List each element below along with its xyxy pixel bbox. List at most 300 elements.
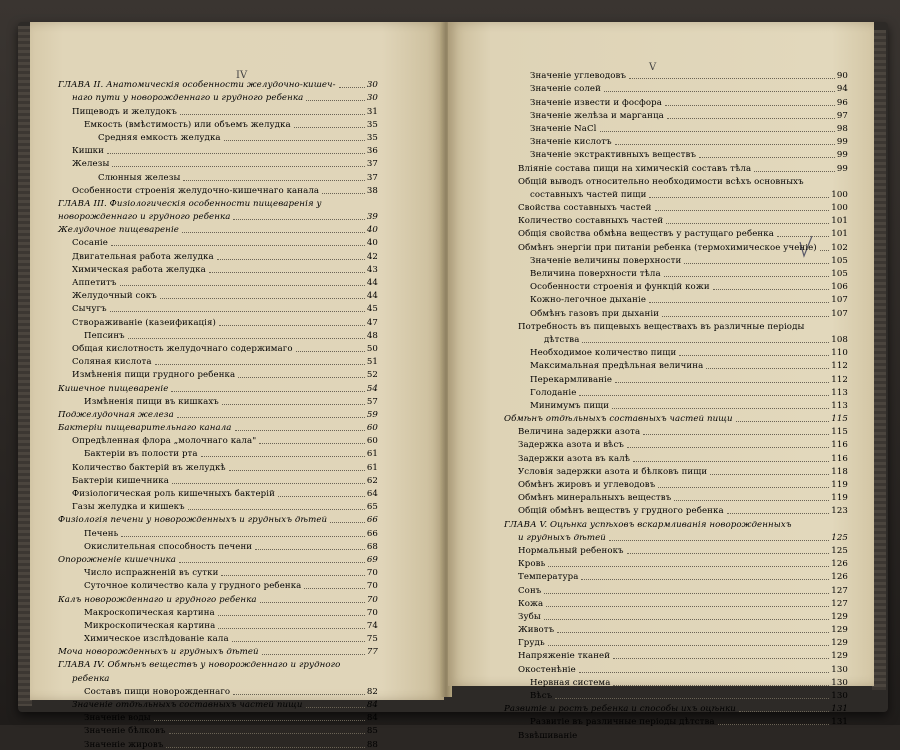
toc-entry bbox=[58, 512, 378, 525]
toc-entry bbox=[504, 622, 848, 635]
toc-entry-page: 112 bbox=[831, 361, 848, 372]
toc-entry-page: 129 bbox=[831, 625, 848, 636]
dot-leader bbox=[235, 422, 365, 431]
dot-leader bbox=[325, 199, 376, 207]
toc-entry bbox=[504, 543, 848, 556]
toc-entry-title: ребенка bbox=[72, 673, 110, 684]
dot-leader bbox=[557, 624, 829, 633]
toc-entry-page: 82 bbox=[366, 686, 378, 697]
toc-entry-title: Бактеріи въ полости рта bbox=[84, 449, 198, 460]
dot-leader bbox=[232, 633, 365, 642]
dot-leader bbox=[172, 475, 365, 484]
toc-entry bbox=[504, 253, 848, 266]
toc-entry bbox=[58, 380, 378, 393]
toc-entry bbox=[504, 675, 848, 688]
toc-entry bbox=[504, 345, 848, 358]
toc-entry-title: Кишечное пищевареніе bbox=[58, 383, 169, 394]
toc-entry-title: Суточное количество кала у грудного ребенка bbox=[84, 581, 302, 592]
toc-entry-title: Особенности строенія желудочно-кишечнаго канала bbox=[72, 185, 320, 196]
toc-entry bbox=[504, 596, 848, 609]
toc-entry-title: Аппетитъ bbox=[72, 278, 117, 288]
toc-entry bbox=[504, 582, 848, 595]
toc-entry-page: 130 bbox=[831, 691, 848, 701]
toc-entry-page: 116 bbox=[831, 453, 848, 464]
toc-entry bbox=[504, 424, 848, 437]
toc-entry bbox=[58, 578, 378, 591]
toc-entry-page: 30 bbox=[366, 80, 378, 91]
toc-entry bbox=[504, 174, 848, 187]
dot-leader bbox=[666, 215, 829, 224]
toc-entry-title: ГЛАВА II. Анатомическія особенности желудочно-кишеч- bbox=[58, 80, 336, 91]
dot-leader bbox=[679, 347, 829, 356]
toc-entry-title: Железы bbox=[72, 159, 110, 170]
toc-entry-page: 75 bbox=[366, 634, 378, 645]
toc-entry-page: 61 bbox=[366, 462, 378, 473]
toc-entry bbox=[504, 516, 848, 529]
dot-leader bbox=[684, 255, 829, 264]
toc-entry-title: Сычугъ bbox=[72, 304, 107, 315]
toc-entry-page: 131 bbox=[831, 704, 848, 715]
toc-entry bbox=[58, 341, 378, 354]
toc-entry bbox=[58, 77, 378, 90]
toc-entry-page: 65 bbox=[366, 502, 378, 513]
dot-leader bbox=[579, 387, 829, 396]
toc-entry-title: Зубы bbox=[518, 611, 541, 622]
toc-entry-page: 35 bbox=[366, 132, 378, 143]
toc-entry-title: Значеніе кислотъ bbox=[530, 137, 612, 148]
toc-entry-page: 44 bbox=[366, 291, 378, 302]
toc-entry-title: Кровь bbox=[518, 559, 546, 570]
toc-entry bbox=[58, 90, 378, 103]
toc-entry bbox=[58, 525, 378, 538]
toc-entry-page: 99 bbox=[836, 150, 848, 161]
toc-entry-title: Измѣненія пищи въ кишкахъ bbox=[84, 396, 219, 407]
toc-entry-title: Двигательная работа желудка bbox=[72, 251, 214, 262]
toc-entry-page: 51 bbox=[366, 357, 378, 368]
dot-leader bbox=[604, 83, 835, 92]
toc-entry-page: 45 bbox=[366, 304, 378, 315]
dot-leader bbox=[260, 594, 365, 603]
toc-entry-page: 38 bbox=[366, 185, 378, 196]
toc-entry-title: Кожа bbox=[518, 598, 544, 609]
toc-entry bbox=[504, 332, 848, 345]
toc-entry bbox=[58, 130, 378, 143]
dot-leader bbox=[718, 716, 830, 725]
toc-entry-title: Опорожненіе кишечника bbox=[58, 554, 176, 565]
toc-entry-title: Значеніе углеводовъ bbox=[530, 71, 627, 82]
dot-leader bbox=[544, 611, 829, 620]
toc-entry-page: 74 bbox=[366, 620, 378, 631]
toc-entry-title: Задержки азота въ калѣ bbox=[518, 453, 631, 464]
dot-leader bbox=[600, 123, 835, 132]
toc-entry bbox=[58, 697, 378, 710]
toc-entry-title: Нервная система bbox=[530, 677, 611, 688]
toc-entry-title: Значеніе желѣза и марганца bbox=[530, 110, 664, 121]
dot-leader bbox=[209, 264, 365, 273]
dot-leader bbox=[754, 163, 835, 172]
toc-entry-page: 123 bbox=[831, 506, 848, 517]
dot-leader bbox=[649, 189, 829, 198]
toc-entry-title: Бактеріи пищеварительнаго канала bbox=[58, 423, 232, 434]
toc-entry-page: 40 bbox=[366, 238, 378, 249]
toc-entry-title: Особенности строенія и функцій кожи bbox=[530, 282, 710, 293]
toc-entry bbox=[504, 477, 848, 490]
toc-entry-title: Кожно-легочное дыханіе bbox=[530, 295, 647, 306]
toc-entry-title: Величина задержки азота bbox=[518, 427, 641, 438]
toc-entry bbox=[58, 591, 378, 604]
toc-entry-title: Значеніе жировъ bbox=[84, 739, 164, 750]
right-page-edges bbox=[872, 30, 886, 690]
dot-leader bbox=[674, 492, 829, 501]
dot-leader bbox=[180, 106, 365, 115]
toc-entry-title: Микроскопическая картина bbox=[84, 620, 216, 631]
dot-leader bbox=[171, 383, 364, 392]
toc-entry-title: Калъ новорожденнаго и грудного ребенка bbox=[58, 594, 257, 605]
toc-entry bbox=[504, 319, 848, 332]
dot-leader bbox=[160, 290, 365, 299]
toc-entry bbox=[58, 156, 378, 169]
toc-entry-title: Значеніе величины поверхности bbox=[530, 255, 682, 266]
dot-leader bbox=[304, 580, 364, 589]
dot-leader bbox=[343, 660, 376, 668]
dot-leader bbox=[777, 228, 829, 237]
toc-entry-page: 102 bbox=[831, 242, 848, 253]
toc-entry bbox=[504, 147, 848, 160]
toc-entry bbox=[58, 565, 378, 578]
toc-entry-title: Количество составныхъ частей bbox=[518, 216, 664, 227]
toc-entry-title: Общая кислотность желудочнаго содержимаго bbox=[72, 343, 293, 354]
dot-leader bbox=[155, 356, 365, 365]
toc-entry-page: 50 bbox=[366, 343, 378, 354]
toc-entry-page: 101 bbox=[831, 229, 848, 240]
dot-leader bbox=[544, 585, 829, 594]
toc-entry bbox=[504, 648, 848, 661]
dot-leader bbox=[582, 334, 829, 343]
toc-entry-page: 112 bbox=[831, 374, 848, 385]
toc-entry-title: и грудныхъ дѣтей bbox=[518, 532, 606, 543]
toc-entry bbox=[58, 262, 378, 275]
toc-entry-page: 69 bbox=[366, 554, 378, 565]
dot-leader bbox=[110, 303, 365, 312]
toc-entry-page: 39 bbox=[366, 212, 378, 223]
toc-entry-title: ГЛАВА V. Оцѣнка успѣховъ вскармливанія новорожденныхъ bbox=[504, 519, 792, 530]
toc-entry bbox=[58, 670, 378, 683]
toc-entry bbox=[58, 222, 378, 235]
toc-entry-title: Голоданіе bbox=[530, 387, 577, 398]
toc-entry bbox=[504, 292, 848, 305]
dot-leader bbox=[546, 598, 829, 607]
toc-entry-title: Физіологическая роль кишечныхъ бактерій bbox=[72, 489, 275, 499]
dot-leader bbox=[739, 703, 829, 712]
toc-entry-page: 105 bbox=[831, 269, 848, 279]
toc-entry bbox=[58, 657, 378, 670]
toc-entry-title: Общій выводъ относительно необходимости всѣхъ основныхъ bbox=[518, 176, 804, 187]
toc-entry-title: Макроскопическая картина bbox=[84, 607, 215, 618]
dot-leader bbox=[120, 277, 365, 286]
toc-entry bbox=[504, 411, 848, 424]
toc-entry-title: Печень bbox=[84, 528, 119, 539]
dot-leader bbox=[177, 409, 365, 418]
toc-entry bbox=[504, 305, 848, 318]
dot-leader bbox=[322, 185, 365, 194]
dot-leader bbox=[201, 448, 365, 457]
toc-entry-title: Измѣненія пищи грудного ребенка bbox=[72, 370, 236, 381]
toc-entry bbox=[504, 385, 848, 398]
toc-entry-page: 60 bbox=[366, 423, 378, 434]
toc-entry bbox=[504, 569, 848, 582]
toc-entry bbox=[504, 490, 848, 503]
right-page-number: V bbox=[649, 62, 657, 73]
toc-entry bbox=[58, 473, 378, 486]
toc-entry-page: 130 bbox=[831, 664, 848, 675]
toc-entry-page: 31 bbox=[366, 106, 378, 117]
dot-leader bbox=[580, 731, 846, 739]
toc-entry-title: Необходимое количество пищи bbox=[530, 348, 677, 359]
dot-leader bbox=[166, 739, 364, 748]
toc-entry bbox=[58, 433, 378, 446]
dot-leader bbox=[154, 712, 365, 721]
toc-entry-title: Желудочный сокъ bbox=[72, 291, 157, 302]
dot-leader bbox=[613, 677, 829, 686]
toc-entry-page: 40 bbox=[366, 225, 378, 236]
toc-entry-page: 129 bbox=[831, 638, 848, 649]
toc-entry bbox=[58, 367, 378, 380]
toc-entry-title: Условія задержки азота и бѣлковъ пищи bbox=[518, 466, 708, 477]
toc-entry bbox=[504, 464, 848, 477]
dot-leader bbox=[664, 268, 830, 277]
toc-entry bbox=[58, 407, 378, 420]
toc-entry-title: Значеніе отдѣльныхъ составныхъ частей пищи bbox=[72, 700, 303, 710]
dot-leader bbox=[727, 505, 830, 514]
toc-entry-title: Желудочное пищевареніе bbox=[58, 225, 179, 236]
toc-entry-page: 84 bbox=[366, 700, 378, 710]
toc-entry bbox=[504, 635, 848, 648]
toc-entry-page: 66 bbox=[366, 515, 378, 526]
toc-entry-title: Обмѣнъ минеральныхъ веществъ bbox=[518, 493, 672, 504]
toc-entry-title: Вліяніе состава пищи на химическій составъ тѣла bbox=[518, 163, 752, 174]
toc-entry-page: 70 bbox=[366, 568, 378, 579]
toc-entry bbox=[504, 530, 848, 543]
dot-leader bbox=[217, 251, 365, 260]
toc-entry-page: 119 bbox=[831, 493, 848, 504]
dot-leader bbox=[615, 374, 829, 383]
toc-entry bbox=[504, 160, 848, 173]
toc-entry-page: 44 bbox=[366, 278, 378, 288]
dot-leader bbox=[169, 725, 365, 734]
toc-entry-title: Общія свойства обмѣна веществъ у растущаго ребенка bbox=[518, 229, 774, 240]
toc-entry bbox=[58, 301, 378, 314]
toc-entry-title: ГЛАВА IV. Обмѣнъ веществъ у новорожденнаго и грудного bbox=[58, 660, 341, 671]
toc-entry-title: Обмѣнъ жировъ и углеводовъ bbox=[518, 480, 656, 490]
toc-entry bbox=[58, 552, 378, 565]
toc-entry-title: Пищеводъ и желудокъ bbox=[72, 106, 177, 117]
toc-entry-title: Максимальная предѣльная величина bbox=[530, 361, 704, 372]
dot-leader bbox=[662, 308, 829, 317]
toc-entry-title: Минимумъ пищи bbox=[530, 400, 610, 411]
dot-leader bbox=[218, 620, 365, 629]
toc-entry-title: Вѣсъ bbox=[530, 691, 553, 701]
dot-leader bbox=[182, 224, 365, 233]
toc-entry bbox=[504, 358, 848, 371]
toc-entry-page: 88 bbox=[366, 739, 378, 750]
toc-entry-title: составныхъ частей пищи bbox=[530, 189, 647, 200]
toc-entry bbox=[58, 354, 378, 367]
toc-entry-title: Перекармливаніе bbox=[530, 374, 613, 385]
toc-entry-page: 66 bbox=[366, 528, 378, 539]
toc-entry-page: 108 bbox=[831, 334, 848, 345]
toc-entry bbox=[58, 446, 378, 459]
dot-leader bbox=[121, 528, 365, 537]
toc-entry bbox=[504, 94, 848, 107]
toc-entry-page: 126 bbox=[831, 559, 848, 570]
toc-entry-title: новорожденнаго и грудного ребенка bbox=[58, 212, 231, 223]
dot-leader bbox=[699, 149, 835, 158]
dot-leader bbox=[658, 479, 829, 488]
toc-entry-title: Обмѣнъ газовъ при дыханіи bbox=[530, 308, 660, 319]
dot-leader bbox=[188, 501, 365, 510]
toc-entry-page: 35 bbox=[366, 119, 378, 130]
toc-entry bbox=[504, 727, 848, 740]
toc-entry-page: 70 bbox=[366, 594, 378, 605]
toc-entry-title: Обмѣнъ энергіи при питаніи ребенка (термохимическое ученіе) bbox=[518, 242, 817, 253]
toc-entry-title: Соляная кислота bbox=[72, 357, 152, 368]
toc-entry bbox=[504, 503, 848, 516]
dot-leader bbox=[128, 330, 365, 339]
toc-entry bbox=[504, 81, 848, 94]
toc-entry-title: Значеніе извести и фосфора bbox=[530, 97, 662, 108]
toc-entry bbox=[58, 539, 378, 552]
toc-entry-title: Поджелудочная железа bbox=[58, 409, 174, 420]
dot-leader bbox=[627, 439, 829, 448]
toc-entry-page: 77 bbox=[366, 647, 378, 658]
toc-entry-title: Сонъ bbox=[518, 585, 542, 596]
toc-entry bbox=[504, 688, 848, 701]
dot-leader bbox=[294, 119, 365, 128]
toc-entry-title: Животъ bbox=[518, 625, 555, 636]
toc-entry-page: 62 bbox=[366, 475, 378, 486]
toc-entry-page: 101 bbox=[831, 216, 848, 227]
toc-entry-title: Грудь bbox=[518, 638, 545, 649]
toc-entry-title: Слюнныя железы bbox=[98, 172, 181, 183]
toc-entry-page: 37 bbox=[366, 159, 378, 170]
toc-entry-page: 96 bbox=[836, 97, 848, 108]
toc-entry-page: 85 bbox=[366, 726, 378, 737]
dot-leader bbox=[330, 514, 365, 523]
toc-entry bbox=[58, 328, 378, 341]
toc-entry-title: Потребность въ пищевыхъ веществахъ въ различные періоды bbox=[518, 321, 805, 332]
toc-entry-page: 36 bbox=[366, 146, 378, 157]
toc-entry bbox=[58, 736, 378, 749]
toc-entry-page: 52 bbox=[366, 370, 378, 381]
toc-entry-title: Число испражненій въ сутки bbox=[84, 568, 219, 579]
dot-leader bbox=[807, 177, 846, 185]
toc-entry-page: 98 bbox=[836, 123, 848, 134]
dot-leader bbox=[710, 466, 829, 475]
dot-leader bbox=[665, 97, 835, 106]
toc-entry bbox=[504, 701, 848, 714]
toc-entry-title: Пепсинъ bbox=[84, 330, 125, 341]
toc-entry-page: 115 bbox=[831, 414, 848, 425]
dot-leader bbox=[179, 554, 365, 563]
dot-leader bbox=[229, 462, 365, 471]
toc-entry-page: 107 bbox=[831, 295, 848, 306]
toc-entry bbox=[504, 213, 848, 226]
toc-entry bbox=[58, 103, 378, 116]
toc-entry bbox=[58, 275, 378, 288]
dot-leader bbox=[306, 699, 365, 708]
toc-entry bbox=[504, 68, 848, 81]
dot-leader bbox=[555, 690, 829, 699]
toc-entry bbox=[504, 437, 848, 450]
toc-entry-page: 105 bbox=[831, 255, 848, 266]
toc-entry bbox=[504, 121, 848, 134]
dot-leader bbox=[262, 646, 365, 655]
toc-entry-page: 97 bbox=[836, 110, 848, 121]
toc-entry-title: Окислительная способность печени bbox=[84, 541, 253, 552]
toc-right-column bbox=[504, 68, 848, 741]
toc-entry-page: 113 bbox=[831, 400, 848, 411]
dot-leader bbox=[649, 294, 829, 303]
toc-entry-page: 70 bbox=[366, 607, 378, 618]
toc-entry-title: Развитіе въ различные періоды дѣтства bbox=[530, 717, 715, 728]
left-page-number: IV bbox=[236, 70, 248, 81]
toc-entry-page: 127 bbox=[831, 598, 848, 609]
toc-entry-title: Окостенѣніе bbox=[518, 664, 576, 675]
dot-leader bbox=[706, 360, 829, 369]
toc-entry-title: ГЛАВА III. Физіологическія особенности пищеваренія у bbox=[58, 198, 322, 209]
toc-entry-page: 70 bbox=[366, 581, 378, 592]
toc-entry-page: 30 bbox=[366, 93, 378, 104]
toc-entry-title: Опредѣленная флора „молочнаго кала" bbox=[72, 436, 257, 447]
toc-entry-page: 42 bbox=[366, 251, 378, 262]
toc-entry-page: 48 bbox=[366, 330, 378, 341]
toc-entry-title: наго пути у новорожденнаго и грудного ребенка bbox=[72, 93, 304, 104]
toc-entry-page: 129 bbox=[831, 611, 848, 622]
toc-entry bbox=[504, 609, 848, 622]
toc-entry bbox=[504, 450, 848, 463]
dot-leader bbox=[306, 92, 365, 101]
toc-entry bbox=[58, 631, 378, 644]
toc-entry bbox=[58, 723, 378, 736]
toc-entry-page: 130 bbox=[831, 677, 848, 688]
dot-leader bbox=[222, 396, 365, 405]
toc-entry-title: Свойства составныхъ частей bbox=[518, 203, 652, 214]
dot-leader bbox=[218, 607, 365, 616]
dot-leader bbox=[655, 202, 830, 211]
toc-entry-page: 64 bbox=[366, 489, 378, 499]
dot-leader bbox=[183, 172, 364, 181]
toc-entry-title: Температура bbox=[518, 572, 579, 583]
toc-entry bbox=[58, 117, 378, 130]
toc-entry-title: Значеніе NaCl bbox=[530, 123, 597, 134]
toc-entry-page: 125 bbox=[831, 532, 848, 543]
dot-leader bbox=[224, 132, 365, 141]
dot-leader bbox=[667, 110, 835, 119]
toc-entry bbox=[58, 420, 378, 433]
toc-entry bbox=[504, 279, 848, 292]
toc-entry-title: Величина поверхности тѣла bbox=[530, 269, 661, 279]
toc-entry-page: 107 bbox=[831, 308, 848, 319]
toc-entry-page: 99 bbox=[836, 137, 848, 148]
toc-entry-title: Сосаніе bbox=[72, 238, 108, 249]
toc-entry-page: 119 bbox=[831, 480, 848, 490]
toc-entry bbox=[504, 200, 848, 213]
dot-leader bbox=[238, 369, 365, 378]
dot-leader bbox=[233, 686, 365, 695]
toc-entry-page: 106 bbox=[831, 282, 848, 293]
toc-entry bbox=[58, 499, 378, 512]
toc-entry-title: Бактеріи кишечника bbox=[72, 475, 169, 486]
